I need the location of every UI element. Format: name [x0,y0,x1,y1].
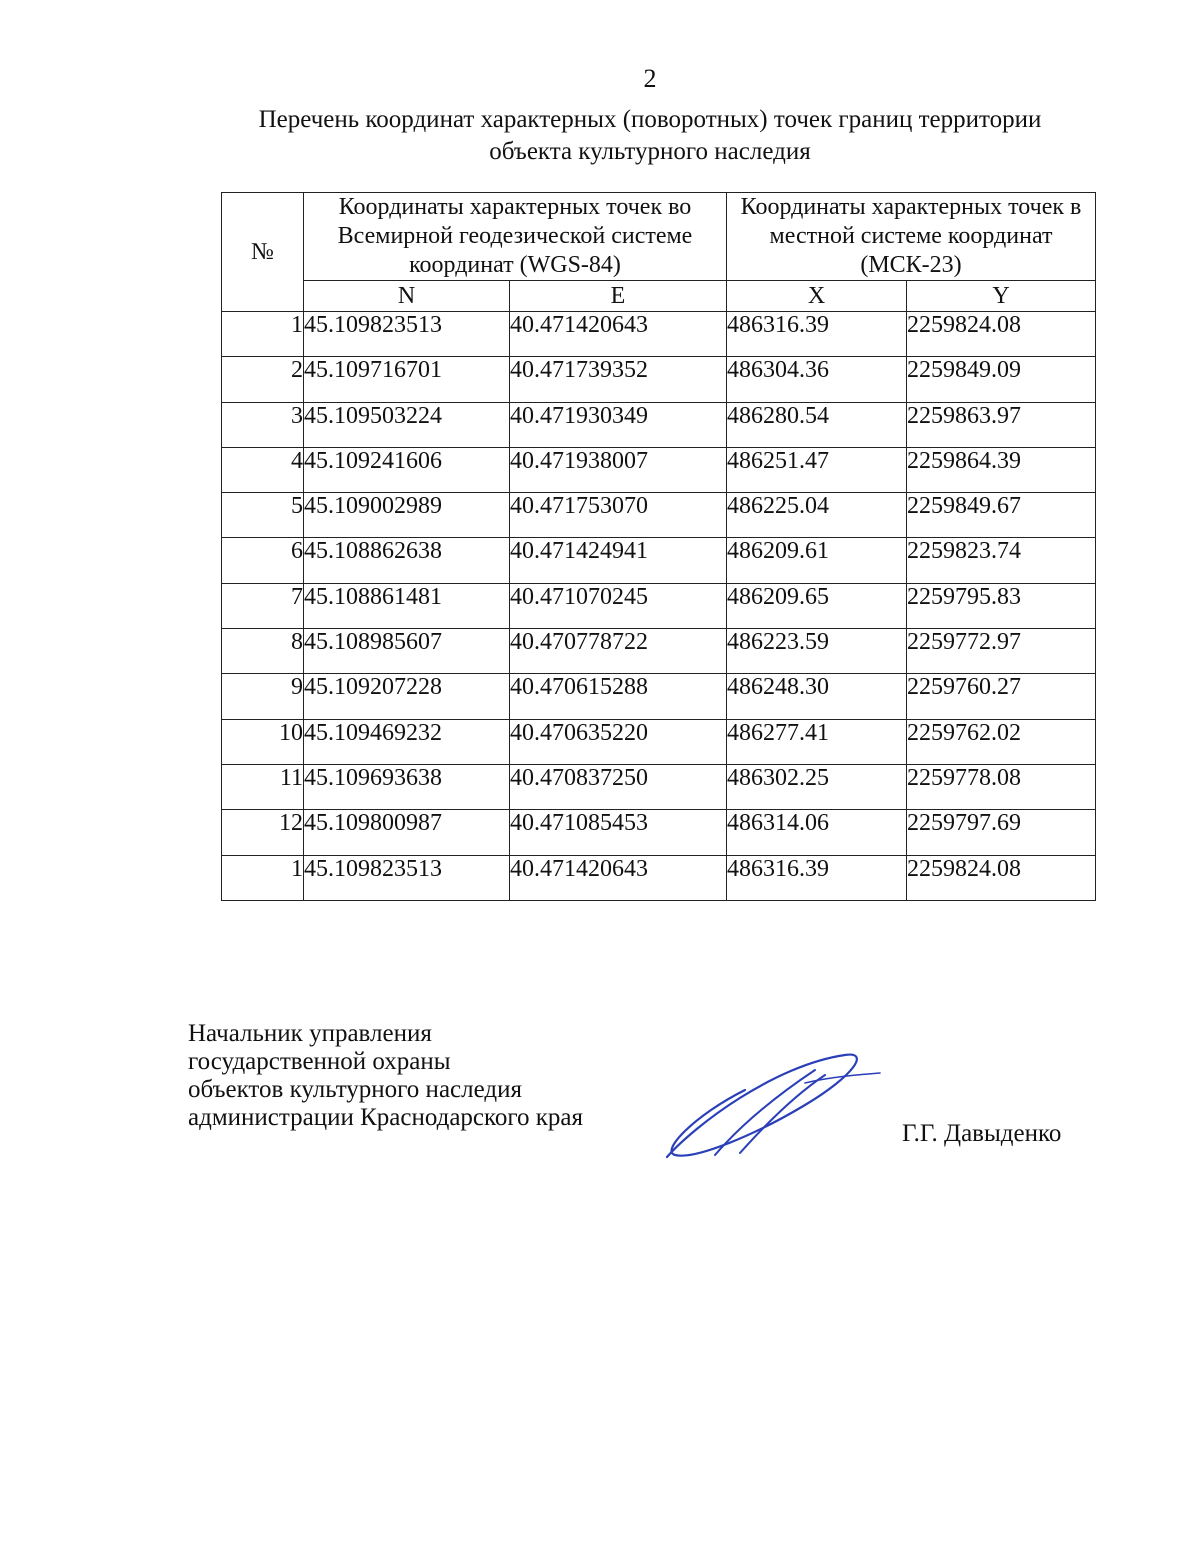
table-row [222,719,1096,764]
header-e: E [510,281,727,312]
latitude-cell: 45.109823513 [304,855,510,900]
handwritten-signature [655,1045,885,1165]
msk-y-cell: 2259778.08 [907,764,1096,809]
latitude-cell: 45.108861481 [304,583,510,628]
point-number-cell: 10 [222,719,304,764]
latitude-cell: 45.109823513 [304,312,510,357]
table-row [222,312,1096,357]
signatory-name: Г.Г. Давыденко [902,1120,1062,1147]
longitude-cell: 40.470837250 [510,764,727,809]
msk-y-cell: 2259849.09 [907,357,1096,402]
msk-x-cell: 486248.30 [727,674,907,719]
document-title [200,104,1100,168]
position-line: Начальник управления [188,1020,432,1047]
longitude-cell: 40.471938007 [510,447,727,492]
msk-y-cell: 2259762.02 [907,719,1096,764]
latitude-cell: 45.109693638 [304,764,510,809]
document-title-line-1: Перечень координат характерных (поворотных) точек границ территории [258,106,1042,133]
point-number-cell: 8 [222,629,304,674]
header-y: Y [907,281,1096,312]
longitude-cell: 40.470778722 [510,629,727,674]
latitude-cell: 45.108985607 [304,629,510,674]
table-row [222,447,1096,492]
position-line: государственной охраны [188,1048,451,1075]
msk-x-cell: 486209.65 [727,583,907,628]
point-number-cell: 1 [222,855,304,900]
longitude-cell: 40.471930349 [510,402,727,447]
msk-x-cell: 486316.39 [727,312,907,357]
latitude-cell: 45.109241606 [304,447,510,492]
msk-x-cell: 486223.59 [727,629,907,674]
point-number-cell: 1 [222,312,304,357]
table-row [222,583,1096,628]
point-number-cell: 2 [222,357,304,402]
header-x: X [727,281,907,312]
msk-x-cell: 486314.06 [727,810,907,855]
msk-x-cell: 486280.54 [727,402,907,447]
longitude-cell: 40.470635220 [510,719,727,764]
msk-y-cell: 2259849.67 [907,493,1096,538]
msk-y-cell: 2259760.27 [907,674,1096,719]
point-number-cell: 5 [222,493,304,538]
longitude-cell: 40.471070245 [510,583,727,628]
longitude-cell: 40.471420643 [510,855,727,900]
msk-x-cell: 486209.61 [727,538,907,583]
msk-y-cell: 2259795.83 [907,583,1096,628]
msk-x-cell: 486225.04 [727,493,907,538]
longitude-cell: 40.471739352 [510,357,727,402]
msk-x-cell: 486302.25 [727,764,907,809]
latitude-cell: 45.109469232 [304,719,510,764]
header-n: N [304,281,510,312]
point-number-cell: 3 [222,402,304,447]
msk-y-cell: 2259772.97 [907,629,1096,674]
msk-y-cell: 2259824.08 [907,312,1096,357]
document-title-line-2: объекта культурного наследия [489,138,811,165]
coordinates-table-body [222,312,1096,901]
table-row [222,402,1096,447]
coordinates-table [221,192,1096,901]
latitude-cell: 45.109002989 [304,493,510,538]
point-number-cell: 9 [222,674,304,719]
msk-y-cell: 2259823.74 [907,538,1096,583]
header-msk23: Координаты характерных точек в местной системе координат (МСК-23) [727,193,1096,281]
msk-x-cell: 486251.47 [727,447,907,492]
table-row [222,855,1096,900]
longitude-cell: 40.471753070 [510,493,727,538]
point-number-cell: 7 [222,583,304,628]
latitude-cell: 45.109207228 [304,674,510,719]
latitude-cell: 45.109716701 [304,357,510,402]
longitude-cell: 40.470615288 [510,674,727,719]
msk-y-cell: 2259797.69 [907,810,1096,855]
table-row [222,493,1096,538]
table-row [222,357,1096,402]
msk-y-cell: 2259864.39 [907,447,1096,492]
table-row [222,810,1096,855]
table-row [222,629,1096,674]
latitude-cell: 45.108862638 [304,538,510,583]
point-number-cell: 12 [222,810,304,855]
longitude-cell: 40.471424941 [510,538,727,583]
latitude-cell: 45.109503224 [304,402,510,447]
msk-y-cell: 2259824.08 [907,855,1096,900]
latitude-cell: 45.109800987 [304,810,510,855]
msk-y-cell: 2259863.97 [907,402,1096,447]
msk-x-cell: 486277.41 [727,719,907,764]
header-number: № [222,193,304,312]
longitude-cell: 40.471085453 [510,810,727,855]
signatory-position [188,1020,583,1132]
msk-x-cell: 486304.36 [727,357,907,402]
table-row [222,538,1096,583]
point-number-cell: 11 [222,764,304,809]
table-row [222,674,1096,719]
page-number: 2 [643,64,657,93]
position-line: администрации Краснодарского края [188,1104,584,1131]
header-wgs84: Координаты характерных точек во Всемирной геодезической системе координат (WGS-84) [304,193,727,281]
longitude-cell: 40.471420643 [510,312,727,357]
point-number-cell: 4 [222,447,304,492]
table-row [222,764,1096,809]
msk-x-cell: 486316.39 [727,855,907,900]
position-line: объектов культурного наследия [188,1076,522,1103]
point-number-cell: 6 [222,538,304,583]
